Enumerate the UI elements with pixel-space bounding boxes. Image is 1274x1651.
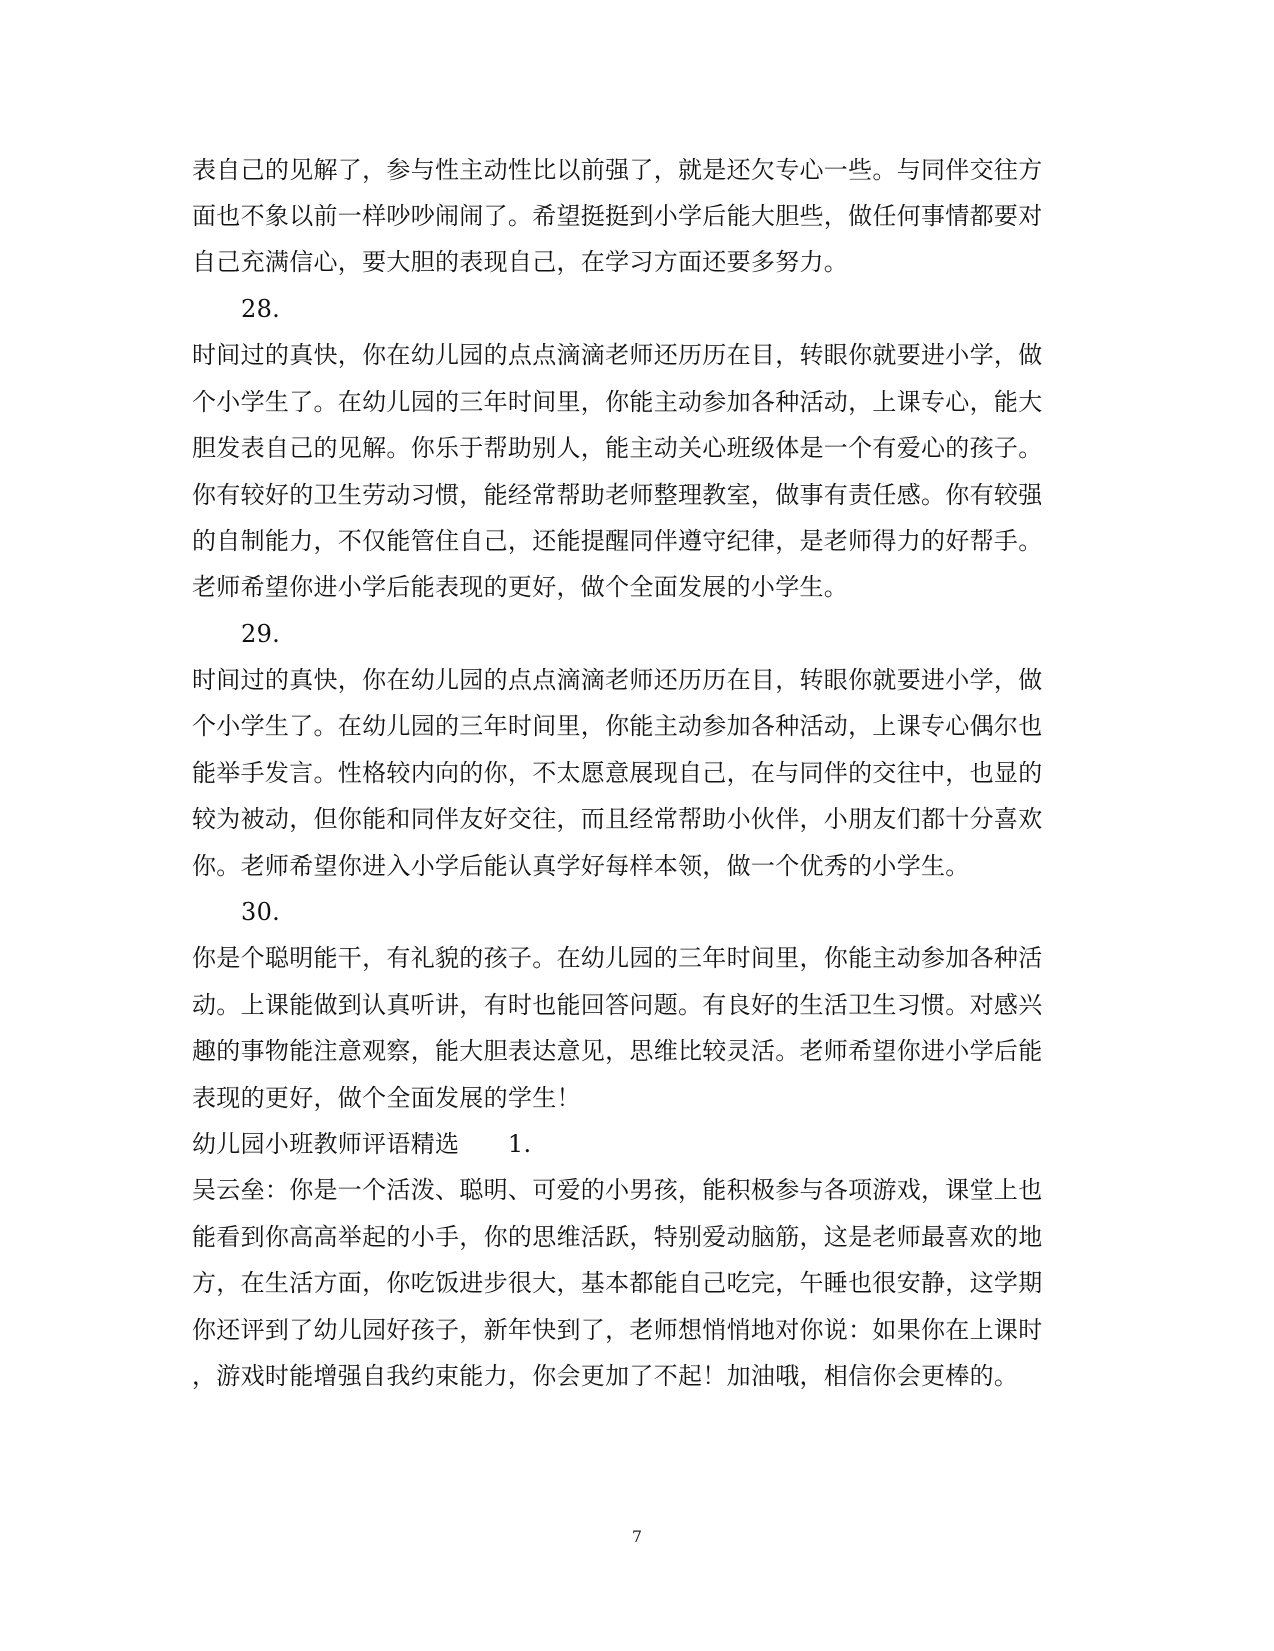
item-number: 29. [241,620,281,648]
text-line: 面也不象以前一样吵吵闹闹了。希望挺挺到小学后能大胆些，做任何事情都要对 [192,202,1043,230]
text-line: 个小学生了。在幼儿园的三年时间里，你能主动参加各种活动，上课专心偶尔也 [192,712,1043,740]
text-line: 能看到你高高举起的小手，你的思维活跃，特别爱动脑筋，这是老师最喜欢的地 [192,1223,1043,1251]
text-line: 表现的更好，做个全面发展的学生！ [192,1084,581,1112]
text-line: 较为被动，但你能和同伴友好交往，而且经常帮助小伙伴，小朋友们都十分喜欢 [192,805,1043,833]
item-number: 28. [241,295,281,323]
text-line: 吴云垒：你是一个活泼、聪明、可爱的小男孩，能积极参与各项游戏，课堂上也 [192,1176,1043,1204]
text-line: 你有较好的卫生劳动习惯，能经常帮助老师整理教室，做事有责任感。你有较强 [192,481,1043,509]
text-line: 能举手发言。性格较内向的你，不太愿意展现自己，在与同伴的交往中，也显的 [192,759,1043,787]
text-line: 胆发表自己的见解。你乐于帮助别人，能主动关心班级体是一个有爱心的孩子。 [192,434,1043,462]
text-line: 表自己的见解了，参与性主动性比以前强了，就是还欠专心一些。与同伴交往方 [192,156,1043,184]
text-line: 的自制能力，不仅能管住自己，还能提醒同伴遵守纪律，是老师得力的好帮手。 [192,527,1043,555]
section-heading: 幼儿园小班教师评语精选 1. [192,1130,532,1158]
text-line: 时间过的真快，你在幼儿园的点点滴滴老师还历历在目，转眼你就要进小学，做 [192,341,1043,369]
text-line: ，游戏时能增强自我约束能力，你会更加了不起！加油哦，相信你会更棒的。 [192,1362,1019,1390]
item-number: 30. [241,898,281,926]
text-line: 你还评到了幼儿园好孩子，新年快到了，老师想悄悄地对你说：如果你在上课时 [192,1316,1043,1344]
page-number: 7 [631,1527,643,1546]
text-line: 趣的事物能注意观察，能大胆表达意见，思维比较灵活。老师希望你进小学后能 [192,1037,1043,1065]
text-line: 时间过的真快，你在幼儿园的点点滴滴老师还历历在目，转眼你就要进小学，做 [192,666,1043,694]
text-line: 方，在生活方面，你吃饭进步很大，基本都能自己吃完，午睡也很安静，这学期 [192,1269,1043,1297]
text-line: 自己充满信心，要大胆的表现自己，在学习方面还要多努力。 [192,248,849,276]
text-line: 老师希望你进小学后能表现的更好，做个全面发展的小学生。 [192,573,849,601]
text-line: 你是个聪明能干，有礼貌的孩子。在幼儿园的三年时间里，你能主动参加各种活 [192,944,1043,972]
text-line: 个小学生了。在幼儿园的三年时间里，你能主动参加各种活动，上课专心，能大 [192,388,1043,416]
text-line: 你。老师希望你进入小学后能认真学好每样本领，做一个优秀的小学生。 [192,852,970,880]
text-line: 动。上课能做到认真听讲，有时也能回答问题。有良好的生活卫生习惯。对感兴 [192,991,1043,1019]
